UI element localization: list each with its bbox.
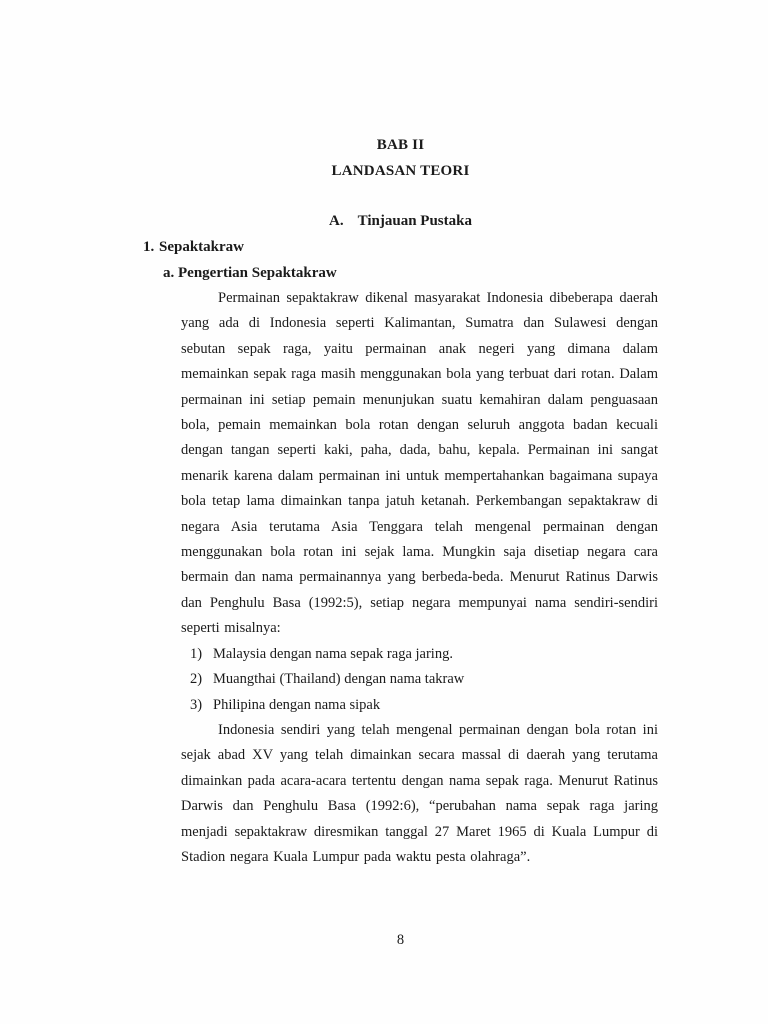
sub-heading-marker: a. <box>163 265 175 281</box>
country-name-list <box>181 642 658 718</box>
list-item <box>181 693 658 718</box>
page-content <box>143 132 658 870</box>
list-item-text: Muangthai (Thailand) dengan nama takraw <box>213 671 465 688</box>
numbered-heading-label: Sepaktakraw <box>159 239 245 255</box>
list-item <box>181 667 658 692</box>
sub-heading-label: Pengertian Sepaktakraw <box>178 265 337 281</box>
list-item-marker: 3) <box>190 696 203 713</box>
section-heading-marker: A. <box>329 213 344 229</box>
list-item-marker: 2) <box>190 671 203 688</box>
page-number: 8 <box>396 932 405 948</box>
list-item <box>181 642 658 667</box>
chapter-subtitle: LANDASAN TEORI <box>331 163 470 179</box>
chapter-title: BAB II <box>376 137 425 153</box>
numbered-heading <box>143 234 658 260</box>
section-heading <box>143 208 658 234</box>
body-text-block <box>181 286 658 870</box>
paragraph-1: Permainan sepaktakraw dikenal masyarakat Indonesia dibeberapa daerah yang ada di Indonesia seperti Kalimantan, Sumatra dan Sulawesi dengan sebutan sepak raga, yaitu permainan anak negeri yang dimana dalam memainkan sepak raga masih menggunakan bola yang terbuat dari rotan. Dalam permainan ini setiap pemain menunjukan suatu kemahiran dalam penguasaan bola, pemain memainkan bola rotan dengan seluruh anggota badan kecuali dengan tangan seperti kaki, paha, dada, bahu, kepala. Permainan ini sangat menarik karena dalam permainan ini untuk mempertahankan bagaimana supaya bola tetap lama dimainkan tanpa jatuh ketanah. Perkembangan sepaktakraw di negara Asia terutama Asia Tenggara telah mengenal permainan dengan menggunakan bola rotan ini sejak lama. Mungkin saja disetiap negara cara bermain dan nama permainannya yang berbeda-beda. Menurut Ratinus Darwis dan Penghulu Basa (1992:5), setiap negara mempunyai nama sendiri-sendiri seperti misalnya: <box>181 290 658 637</box>
list-item-text: Malaysia dengan nama sepak raga jaring. <box>213 645 453 662</box>
list-item-text: Philipina dengan nama sipak <box>213 696 381 713</box>
numbered-heading-marker: 1. <box>143 239 155 255</box>
section-heading-label: Tinjauan Pustaka <box>357 213 472 229</box>
paragraph-2: Indonesia sendiri yang telah mengenal permainan dengan bola rotan ini sejak abad XV yang telah dimainkan secara massal di daerah yang terutama dimainkan pada acara-acara tertentu dengan nama sepak raga. Menurut Ratinus Darwis dan Penghulu Basa (1992:6), “perubahan nama sepak raga jaring menjadi sepaktakraw diresmikan tanggal 27 Maret 1965 di Kuala Lumpur di Stadion negara Kuala Lumpur pada waktu pesta olahraga”. <box>181 721 658 865</box>
sub-heading <box>163 260 658 286</box>
list-item-marker: 1) <box>190 645 203 662</box>
